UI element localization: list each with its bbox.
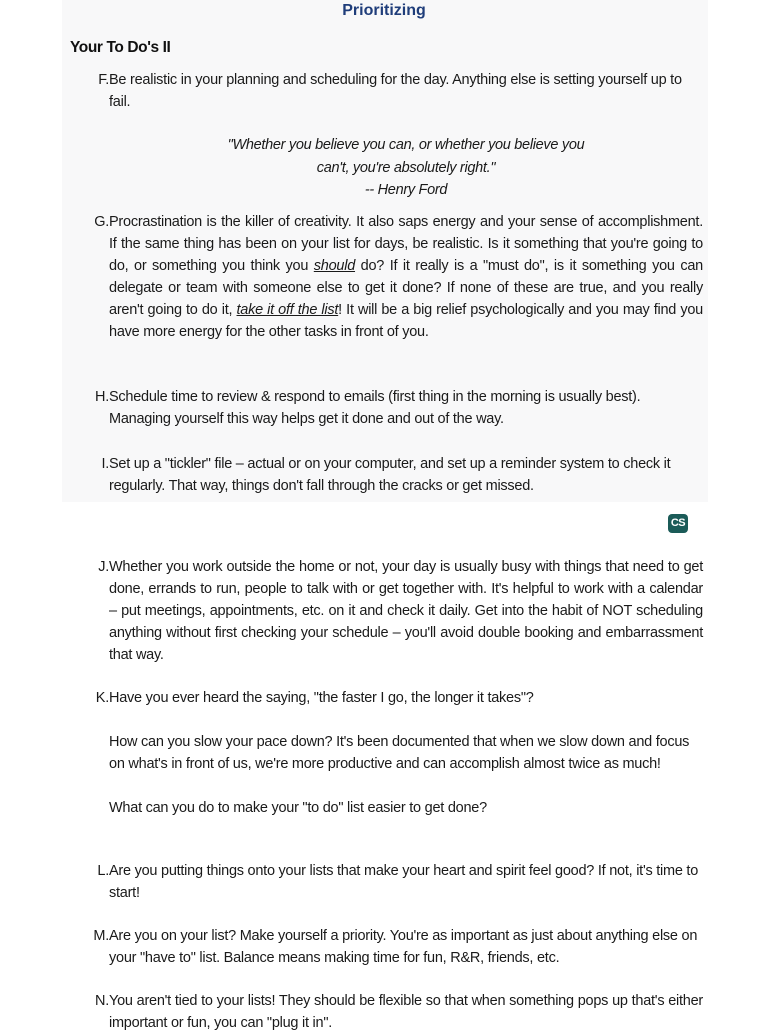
list-item-text: Set up a "tickler" file – actual or on your computer, and set up a reminder system to check it regularly. That way, things don't fall through the cracks or get missed.: [109, 456, 671, 494]
list-item-letter: H.: [95, 389, 109, 405]
quote-block: [200, 134, 612, 202]
list-item-m: [90, 925, 703, 969]
list-item-letter: G.: [94, 214, 109, 230]
quote-attribution: -- Henry Ford: [364, 182, 448, 198]
page-title: Prioritizing: [342, 2, 426, 19]
list-item-text: [109, 211, 703, 343]
paragraph: How can you slow your pace down? It's been documented that when we slow down and focus on what's in front of us, we're more productive and can accomplish almost twice as much!: [109, 734, 690, 772]
list-item-letter: M.: [93, 928, 109, 944]
list-item-letter: I.: [101, 456, 109, 472]
list-item-text: You aren't tied to your lists! They should be flexible so that when something pops up that's either important or fun, you can "plug it in".: [109, 993, 703, 1031]
list-item-letter: J.: [98, 559, 109, 575]
list-item-n: [90, 990, 703, 1034]
emphasis-should: should: [313, 258, 356, 274]
list-item-text: Whether you work outside the home or not, your day is usually busy with things that need to get done, errands to run, people to talk with or get together with. It's helpful to work with a calendar – put meetings, appointments, etc. on it and check it daily. Get into the habit of NOT scheduling anything without first checking your schedule – you'll avoid double booking and embarrassment that way.: [109, 559, 703, 663]
paragraph: What can you do to make your "to do" list easier to get done?: [109, 800, 487, 816]
list-item-j: [90, 556, 703, 666]
list-item-f: [90, 69, 703, 113]
list-item-text: Schedule time to review & respond to emails (first thing in the morning is usually best). Managing yourself this way helps get it done and out of the way.: [109, 389, 641, 427]
emphasis-take-it-off: take it off the list: [236, 302, 339, 318]
list-item-letter: F.: [98, 72, 109, 88]
list-item-g: [90, 211, 703, 343]
camscanner-badge-icon: CS: [668, 514, 688, 533]
list-item-i: [90, 453, 703, 497]
section-heading: Your To Do's II: [70, 39, 171, 56]
list-item-l: [90, 860, 703, 904]
text-segment: do? If it really is a "must do", is it something you can delegate or team with someone else to get it done? If none of these are true, and you really aren't going to do it,: [109, 258, 703, 318]
list-item-h: [90, 386, 703, 430]
text-segment: Procrastination is the killer of creativity. It also saps energy and your sense of accomplishment. If the same thing has been on your list for days, be realistic. Is it something that you're going to do, or something you think you: [109, 214, 703, 274]
list-item-text: Be realistic in your planning and scheduling for the day. Anything else is setting yourself up to fail.: [109, 72, 682, 110]
list-item-text: Are you putting things onto your lists that make your heart and spirit feel good? If not, it's time to start!: [109, 863, 699, 901]
list-item-letter: L.: [97, 863, 109, 879]
list-item-k: [90, 687, 703, 819]
quote-line-1: "Whether you believe you can, or whether you believe you: [227, 137, 585, 153]
paragraph: Have you ever heard the saying, "the faster I go, the longer it takes"?: [109, 690, 534, 706]
list-item-text: [109, 687, 703, 819]
list-item-text: Are you on your list? Make yourself a priority. You're as important as just about anything else on your "have to" list. Balance means making time for fun, R&R, friends, etc.: [109, 928, 698, 966]
text-segment: ! It will be a big relief psychologically and you may find you have more energy for the other tasks in front of you.: [109, 302, 703, 340]
list-item-letter: N.: [95, 993, 109, 1009]
list-item-letter: K.: [95, 690, 109, 706]
quote-line-2: can't, you're absolutely right.": [316, 159, 496, 176]
